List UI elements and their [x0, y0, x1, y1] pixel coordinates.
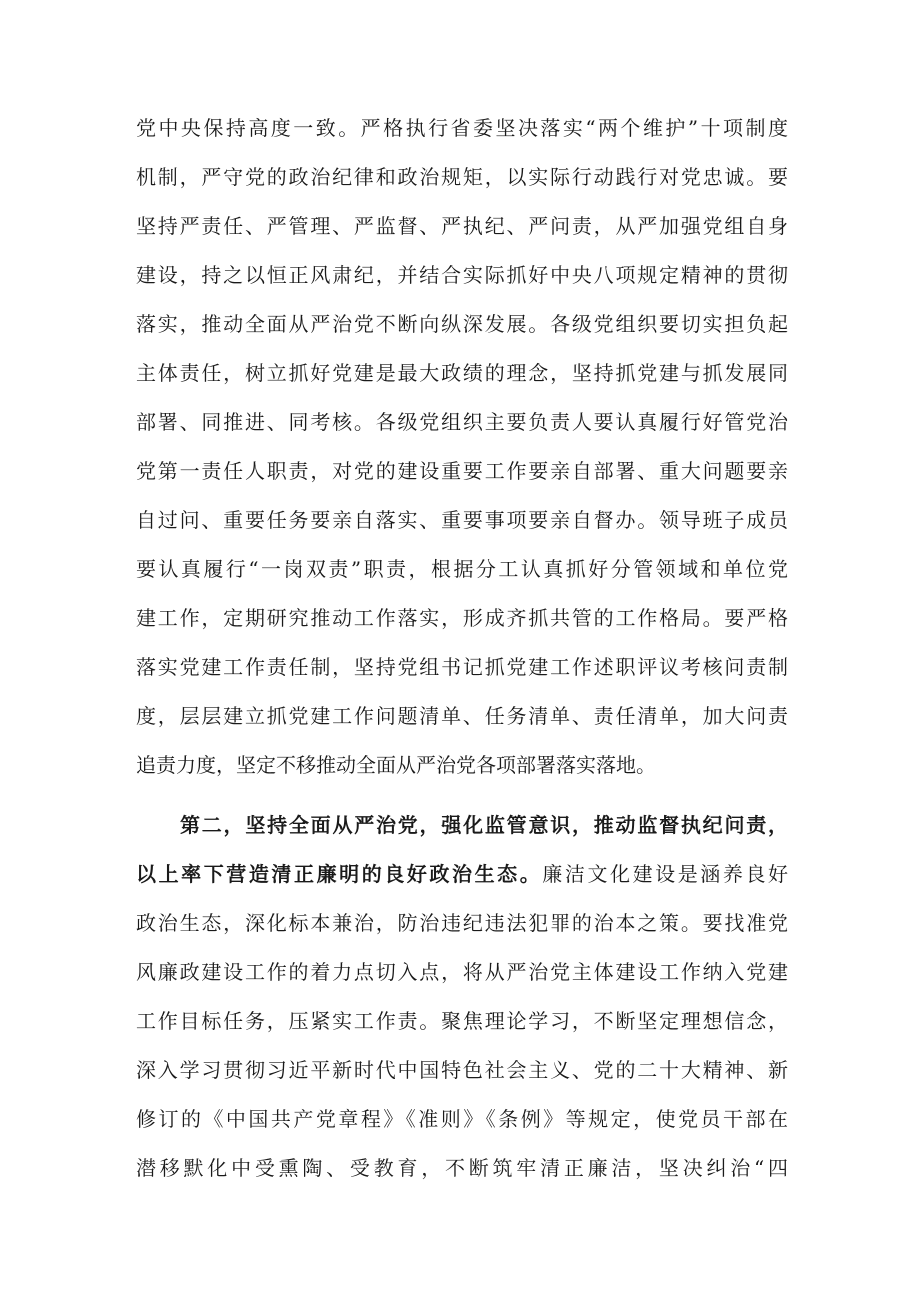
paragraph-1-line-2: 机制，严守党的政治纪律和政治规矩，以实际行动践行对党忠诚。要: [136, 165, 788, 189]
paragraph-1-line-8: 党第一责任人职责，对党的建设重要工作要亲自部署、重大问题要亲: [136, 459, 788, 483]
paragraph-1-line-9: 自过问、重要任务要亲自落实、重要事项要亲自督办。领导班子成员: [136, 508, 788, 532]
paragraph-1-line-13: 度，层层建立抓党建工作问题清单、任务清单、责任清单，加大问责: [136, 704, 788, 728]
paragraph-1-line-3: 坚持严责任、严管理、严监督、严执纪、严问责，从严加强党组自身: [136, 214, 788, 238]
paragraph-2-heading-line-2: 以上率下营造清正廉明的良好政治生态。: [136, 862, 543, 886]
paragraph-2-heading-line-1: 第二，坚持全面从严治党，强化监管意识，推动监督执纪问责，: [180, 813, 788, 837]
paragraph-1-line-4: 建设，持之以恒正风肃纪，并结合实际抓好中央八项规定精神的贯彻: [136, 263, 788, 287]
paragraph-1-line-6: 主体责任，树立抓好党建是最大政绩的理念，坚持抓党建与抓发展同: [136, 361, 788, 385]
paragraph-2-line-5: 工作目标任务，压紧实工作责。聚焦理论学习，不断坚定理想信念，: [136, 1009, 788, 1033]
paragraph-1-line-12: 落实党建工作责任制，坚持党组书记抓党建工作述职评议考核问责制: [136, 655, 788, 679]
paragraph-2-line-4: 风廉政建设工作的着力点切入点，将从严治党主体建设工作纳入党建: [136, 960, 788, 984]
paragraph-1-line-1: 党中央保持高度一致。严格执行省委坚决落实“两个维护”十项制度: [136, 116, 788, 140]
paragraph-2-line-6: 深入学习贯彻习近平新时代中国特色社会主义、党的二十大精神、新: [136, 1058, 788, 1082]
paragraph-1-line-5: 落实，推动全面从严治党不断向纵深发展。各级党组织要切实担负起: [136, 312, 788, 336]
paragraph-2-line-8: 潜移默化中受熏陶、受教育，不断筑牢清正廉洁，坚决纠治“四: [136, 1156, 788, 1180]
paragraph-2-line-2: [136, 852, 788, 896]
paragraph-1-line-11: 建工作，定期研究推动工作落实，形成齐抓共管的工作格局。要严格: [136, 606, 788, 630]
paragraph-2-line-7: 修订的《中国共产党章程》《准则》《条例》等规定，使党员干部在: [136, 1107, 788, 1131]
paragraph-1-line-10: 要认真履行“一岗双责”职责，根据分工认真抓好分管领域和单位党: [136, 557, 788, 581]
paragraph-2-line-3: 政治生态，深化标本兼治，防治违纪违法犯罪的治本之策。要找准党: [136, 911, 788, 935]
paragraph-2-line-2-rest: 廉洁文化建设是涵养良好: [542, 862, 789, 886]
paragraph-1-line-7: 部署、同推进、同考核。各级党组织主要负责人要认真履行好管党治: [136, 410, 788, 434]
paragraph-1-line-14: 追责力度，坚定不移推动全面从严治党各项部署落实落地。: [136, 753, 656, 777]
